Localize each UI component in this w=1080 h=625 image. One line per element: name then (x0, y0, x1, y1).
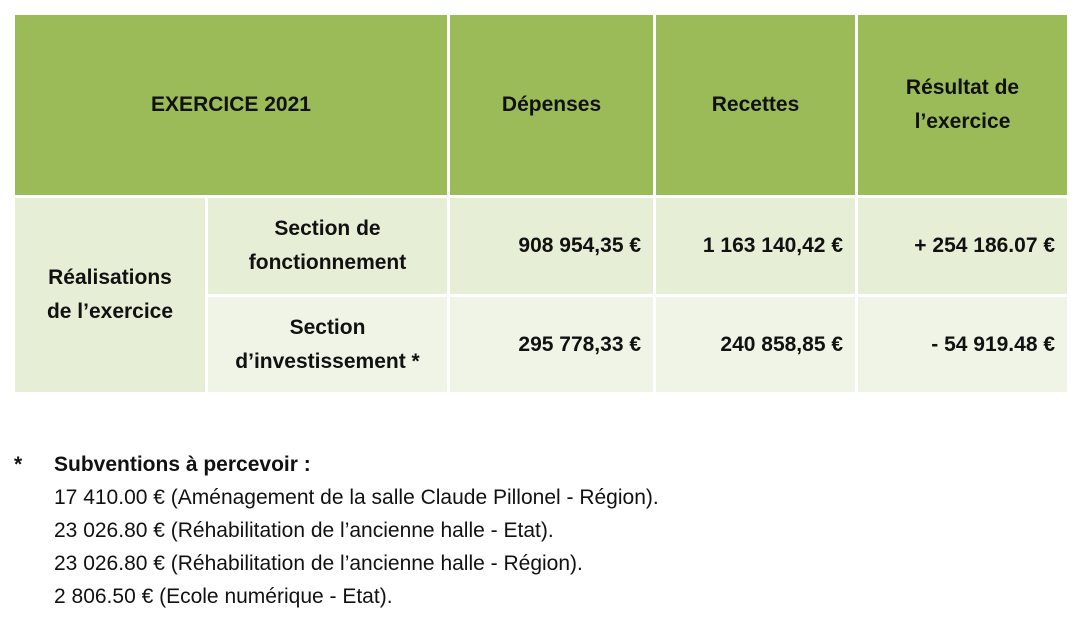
budget-table (12, 12, 1070, 395)
header-recettes: Recettes (656, 15, 855, 195)
header-resultat (858, 15, 1067, 195)
depenses-investissement: 295 778,33 € (450, 297, 653, 392)
header-resultat-line2: l’exercice (914, 110, 1011, 133)
note-line: 23 026.80 € (Réhabilitation de l’ancienne halle - Région). (54, 552, 583, 575)
section-label-line2: d’investissement * (235, 349, 420, 373)
header-resultat-line1: Résultat de (905, 76, 1020, 99)
section-label-line2: fonctionnement (248, 251, 407, 274)
note-line: 23 026.80 € (Réhabilitation de l’ancienne halle - Etat). (54, 519, 554, 542)
resultat-investissement: - 54 919.48 € (858, 297, 1067, 392)
depenses-fonctionnement: 908 954,35 € (450, 198, 653, 294)
notes-title: Subventions à percevoir : (54, 453, 311, 476)
notes-heading (14, 448, 659, 481)
table-row (15, 198, 1067, 294)
subventions-notes (14, 448, 659, 613)
header-depenses: Dépenses (450, 15, 653, 195)
notes-marker: * (14, 453, 23, 476)
section-label-line1: Section de (274, 217, 381, 240)
header-row (15, 15, 1067, 195)
row-group-label-line2: de l’exercice (46, 300, 174, 323)
section-label-line1: Section (289, 315, 366, 339)
recettes-fonctionnement: 1 163 140,42 € (656, 198, 855, 294)
note-line: 2 806.50 € (Ecole numérique - Etat). (54, 585, 393, 608)
section-label-fonctionnement (208, 198, 447, 294)
resultat-fonctionnement: + 254 186.07 € (858, 198, 1067, 294)
section-label-investissement (208, 297, 447, 392)
row-group-label (15, 198, 205, 392)
header-exercice: EXERCICE 2021 (15, 15, 447, 195)
note-line: 17 410.00 € (Aménagement de la salle Claude Pillonel - Région). (54, 486, 659, 509)
row-group-label-line1: Réalisations (48, 266, 172, 289)
recettes-investissement: 240 858,85 € (656, 297, 855, 392)
